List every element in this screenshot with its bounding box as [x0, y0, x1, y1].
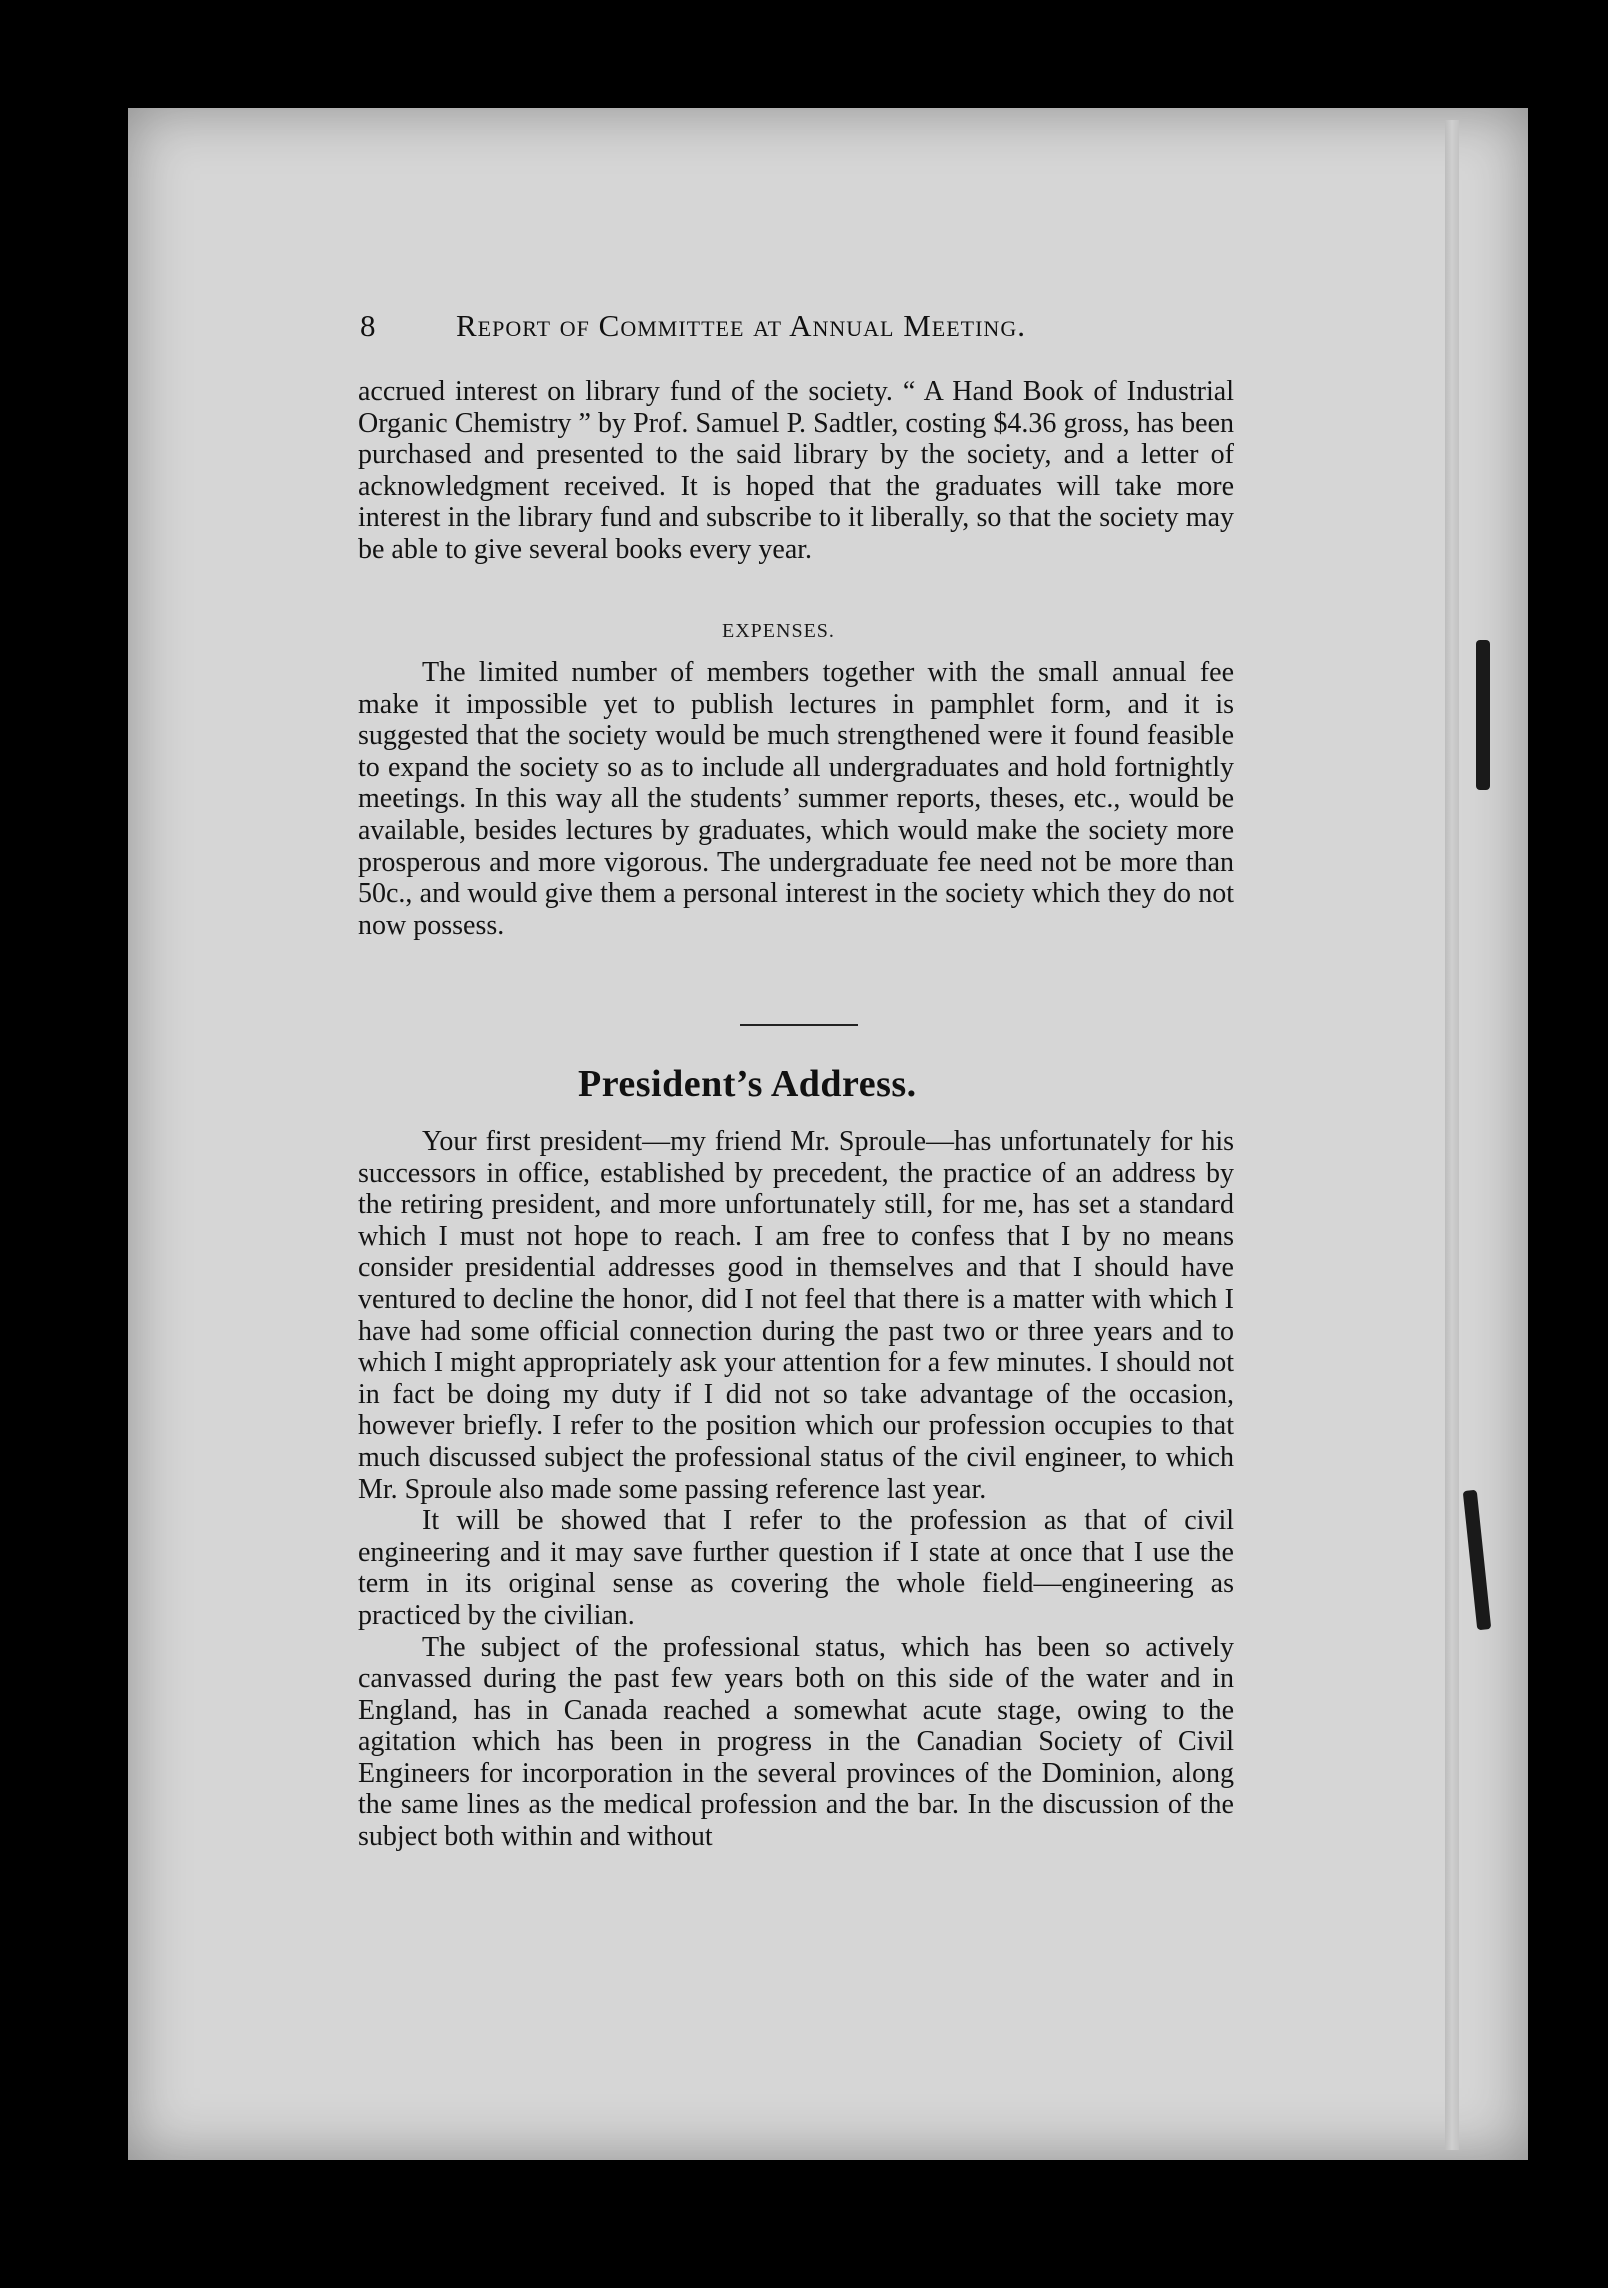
library-section: [358, 376, 1234, 566]
running-title: Report of Committee at Annual Meeting.: [456, 308, 1026, 343]
address-paragraph: It will be showed that I refer to the profession as that of civil engineering and it may save further question if I state at once that I use the term in its original sense as covering the whole field—engineering as practiced by the civilian.: [358, 1505, 1234, 1631]
library-paragraph: accrued interest on library fund of the society. “ A Hand Book of Industrial Organic Chemistry ” by Prof. Samuel P. Sadtler, costing $4.36 gross, has been purchased and presented to the said library by the society, and a letter of acknowledgment received. It is hoped that the graduates will take more interest in the library fund and subscribe to it liberally, so that the society may be able to give several books every year.: [358, 376, 1234, 565]
address-paragraph: Your first president—my friend Mr. Sproule—has unfortunately for his successors in office, established by precedent, the practice of an address by the retiring president, and more unfortunately still, for me, has set a standard which I must not hope to reach. I am free to confess that I by no means consider presidential addresses good in themselves and that I should have ventured to decline the honor, did I not feel that there is a matter with which I have had some official connection during the past two or three years and to which I might appropriately ask your attention for a few minutes. I should not in fact be doing my duty if I did not so take advantage of the occasion, however briefly. I refer to the position which our profession occupies to that much discussed subject the professional status of the civil engineer, to which Mr. Sproule also made some passing reference last year.: [358, 1126, 1234, 1505]
binding-staple: [1476, 640, 1490, 790]
page-number: 8: [360, 308, 376, 343]
address-paragraph: The subject of the professional status, which has been so actively canvassed during the past few years both on this side of the water and in England, has in Canada reached a somewhat acute stage, owing to the agitation which has been in progress in the Canadian Society of Civil Engineers for incorporation in the several provinces of the Dominion, along the same lines as the medical profession and the bar. In the discussion of the subject both within and without: [358, 1631, 1234, 1853]
address-title: President’s Address.: [578, 1063, 917, 1105]
running-header: [360, 308, 1240, 348]
expenses-heading: EXPENSES.: [722, 620, 835, 642]
expenses-section: [358, 657, 1234, 941]
address-body: [358, 1126, 1234, 1853]
expenses-paragraph: The limited number of members together with the small annual fee make it impossible yet to publish lectures in pamphlet form, and it is suggested that the society would be much strengthened were it found feasible to expand the society so as to include all undergraduates and hold fortnightly meetings. In this way all the students’ summer reports, theses, etc., would be available, besides lectures by graduates, which would make the society more prosperous and more vigorous. The undergraduate fee need not be more than 50c., and would give them a personal interest in the society which they do not now possess.: [358, 657, 1234, 941]
section-divider: [740, 1024, 858, 1026]
page-binding-edge: [1445, 120, 1459, 2150]
